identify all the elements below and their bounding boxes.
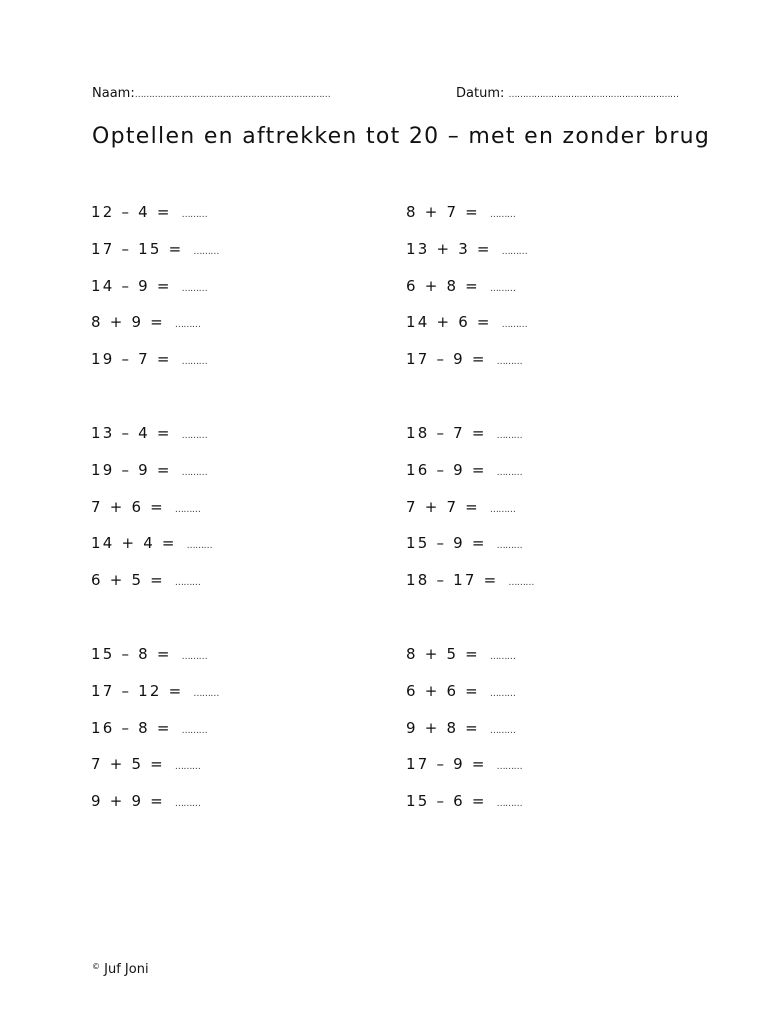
answer-blank[interactable]: ……… xyxy=(489,688,516,699)
answer-blank[interactable]: ……… xyxy=(193,688,219,699)
exercise-row xyxy=(406,308,666,345)
exercise-row xyxy=(406,235,666,272)
exercise-row xyxy=(406,198,666,235)
exercise-row xyxy=(91,308,351,345)
exercise-row xyxy=(91,640,351,677)
exercise-equation: 6 + 8 = xyxy=(406,276,480,295)
exercise-equation: 13 + 3 = xyxy=(406,239,492,258)
exercise-row xyxy=(91,272,351,309)
answer-blank[interactable]: ……… xyxy=(489,725,516,736)
date-field[interactable] xyxy=(456,86,679,101)
answer-blank[interactable]: ……… xyxy=(496,541,523,552)
answer-blank[interactable]: ……… xyxy=(501,246,528,257)
exercise-equation: 7 + 7 = xyxy=(406,497,480,516)
answer-blank[interactable]: ……… xyxy=(489,283,516,294)
exercise-equation: 15 – 9 = xyxy=(406,534,487,553)
answer-blank[interactable]: ……… xyxy=(181,430,208,441)
exercise-row xyxy=(406,566,666,603)
exercise-row xyxy=(91,529,351,566)
exercise-equation: 15 – 8 = xyxy=(91,644,172,663)
name-field[interactable] xyxy=(92,86,330,101)
answer-blank[interactable]: ……… xyxy=(174,799,201,810)
exercise-equation: 12 – 4 = xyxy=(91,203,172,221)
exercise-equation: 15 – 6 = xyxy=(406,792,487,811)
exercise-row xyxy=(406,750,666,787)
worksheet-title: Optellen en aftrekken tot 20 – met en zonder brug xyxy=(92,124,711,149)
answer-blank[interactable]: ……… xyxy=(174,504,201,515)
name-label: Naam: xyxy=(92,86,135,101)
exercise-row xyxy=(91,235,351,272)
exercise-row xyxy=(406,456,666,493)
answer-blank[interactable]: ……… xyxy=(174,578,201,589)
exercise-row xyxy=(91,750,351,787)
exercise-equation: 7 + 5 = xyxy=(91,755,165,774)
copyright-symbol: © xyxy=(92,962,100,971)
answer-blank[interactable]: ……… xyxy=(181,283,208,294)
exercise-equation: 8 + 7 = xyxy=(406,203,480,221)
answer-blank[interactable]: ……… xyxy=(174,762,201,773)
exercise-row xyxy=(91,198,351,235)
exercise-block xyxy=(91,198,351,382)
exercise-row xyxy=(406,714,666,751)
exercise-row xyxy=(406,677,666,714)
exercise-equation: 8 + 9 = xyxy=(91,313,165,332)
exercise-equation: 14 + 6 = xyxy=(406,313,492,332)
exercise-equation: 19 – 7 = xyxy=(91,350,172,369)
exercise-equation: 8 + 5 = xyxy=(406,644,480,663)
exercise-equation: 19 – 9 = xyxy=(91,460,172,479)
exercise-row xyxy=(406,419,666,456)
exercise-row xyxy=(91,714,351,751)
exercise-row xyxy=(406,493,666,530)
footer xyxy=(92,962,149,977)
answer-blank[interactable]: ……… xyxy=(186,541,213,552)
answer-blank[interactable]: ……… xyxy=(496,467,523,478)
answer-blank[interactable]: ……… xyxy=(181,357,208,368)
exercise-equation: 18 – 17 = xyxy=(406,571,499,590)
answer-blank[interactable]: ……… xyxy=(489,210,516,220)
left-exercise-column xyxy=(91,198,351,861)
exercise-equation: 16 – 8 = xyxy=(91,718,172,737)
exercise-row xyxy=(406,345,666,382)
answer-blank[interactable]: ……… xyxy=(496,357,523,368)
exercise-equation: 17 – 9 = xyxy=(406,350,487,369)
exercise-equation: 17 – 15 = xyxy=(91,239,184,258)
exercise-row xyxy=(406,272,666,309)
answer-blank[interactable]: ……… xyxy=(489,504,516,515)
answer-blank[interactable]: ……… xyxy=(501,320,528,331)
exercise-row xyxy=(91,493,351,530)
exercise-row xyxy=(91,787,351,824)
exercise-row xyxy=(406,787,666,824)
answer-blank[interactable]: ……… xyxy=(508,578,534,589)
exercise-block xyxy=(91,640,351,824)
answer-blank[interactable]: ……… xyxy=(496,430,523,441)
exercise-equation: 13 – 4 = xyxy=(91,423,172,442)
name-dots: …………………………………………………………… xyxy=(134,90,331,100)
exercise-equation: 6 + 6 = xyxy=(406,681,480,700)
answer-blank[interactable]: ……… xyxy=(193,246,219,257)
exercise-equation: 17 – 12 = xyxy=(91,681,184,700)
answer-blank[interactable]: ……… xyxy=(181,467,208,478)
exercise-row xyxy=(91,419,351,456)
exercise-block xyxy=(91,419,351,603)
exercise-row xyxy=(406,529,666,566)
exercise-row xyxy=(406,640,666,677)
footer-author: Juf Joni xyxy=(104,962,149,977)
exercise-equation: 17 – 9 = xyxy=(406,755,487,774)
exercise-equation: 9 + 9 = xyxy=(91,792,165,811)
exercise-equation: 7 + 6 = xyxy=(91,497,165,516)
answer-blank[interactable]: ……… xyxy=(181,651,208,662)
answer-blank[interactable]: ……… xyxy=(174,320,201,331)
right-exercise-column xyxy=(406,198,666,861)
exercise-equation: 6 + 5 = xyxy=(91,571,165,590)
exercise-row xyxy=(91,566,351,603)
exercise-block xyxy=(406,198,666,382)
exercise-equation: 18 – 7 = xyxy=(406,423,487,442)
date-dots: …………………………………………………… xyxy=(508,90,679,100)
answer-blank[interactable]: ……… xyxy=(496,762,523,773)
date-label: Datum: xyxy=(456,86,505,101)
answer-blank[interactable]: ……… xyxy=(496,799,523,810)
exercise-row xyxy=(91,456,351,493)
answer-blank[interactable]: ……… xyxy=(181,725,208,736)
exercise-equation: 14 + 4 = xyxy=(91,534,177,553)
answer-blank[interactable]: ……… xyxy=(489,651,516,662)
exercise-row xyxy=(91,677,351,714)
exercise-equation: 14 – 9 = xyxy=(91,276,172,295)
exercise-equation: 16 – 9 = xyxy=(406,460,487,479)
exercise-row xyxy=(91,345,351,382)
exercise-block xyxy=(406,419,666,603)
exercise-block xyxy=(406,640,666,824)
exercise-equation: 9 + 8 = xyxy=(406,718,480,737)
worksheet-header xyxy=(92,86,692,108)
answer-blank[interactable]: ……… xyxy=(181,210,208,220)
